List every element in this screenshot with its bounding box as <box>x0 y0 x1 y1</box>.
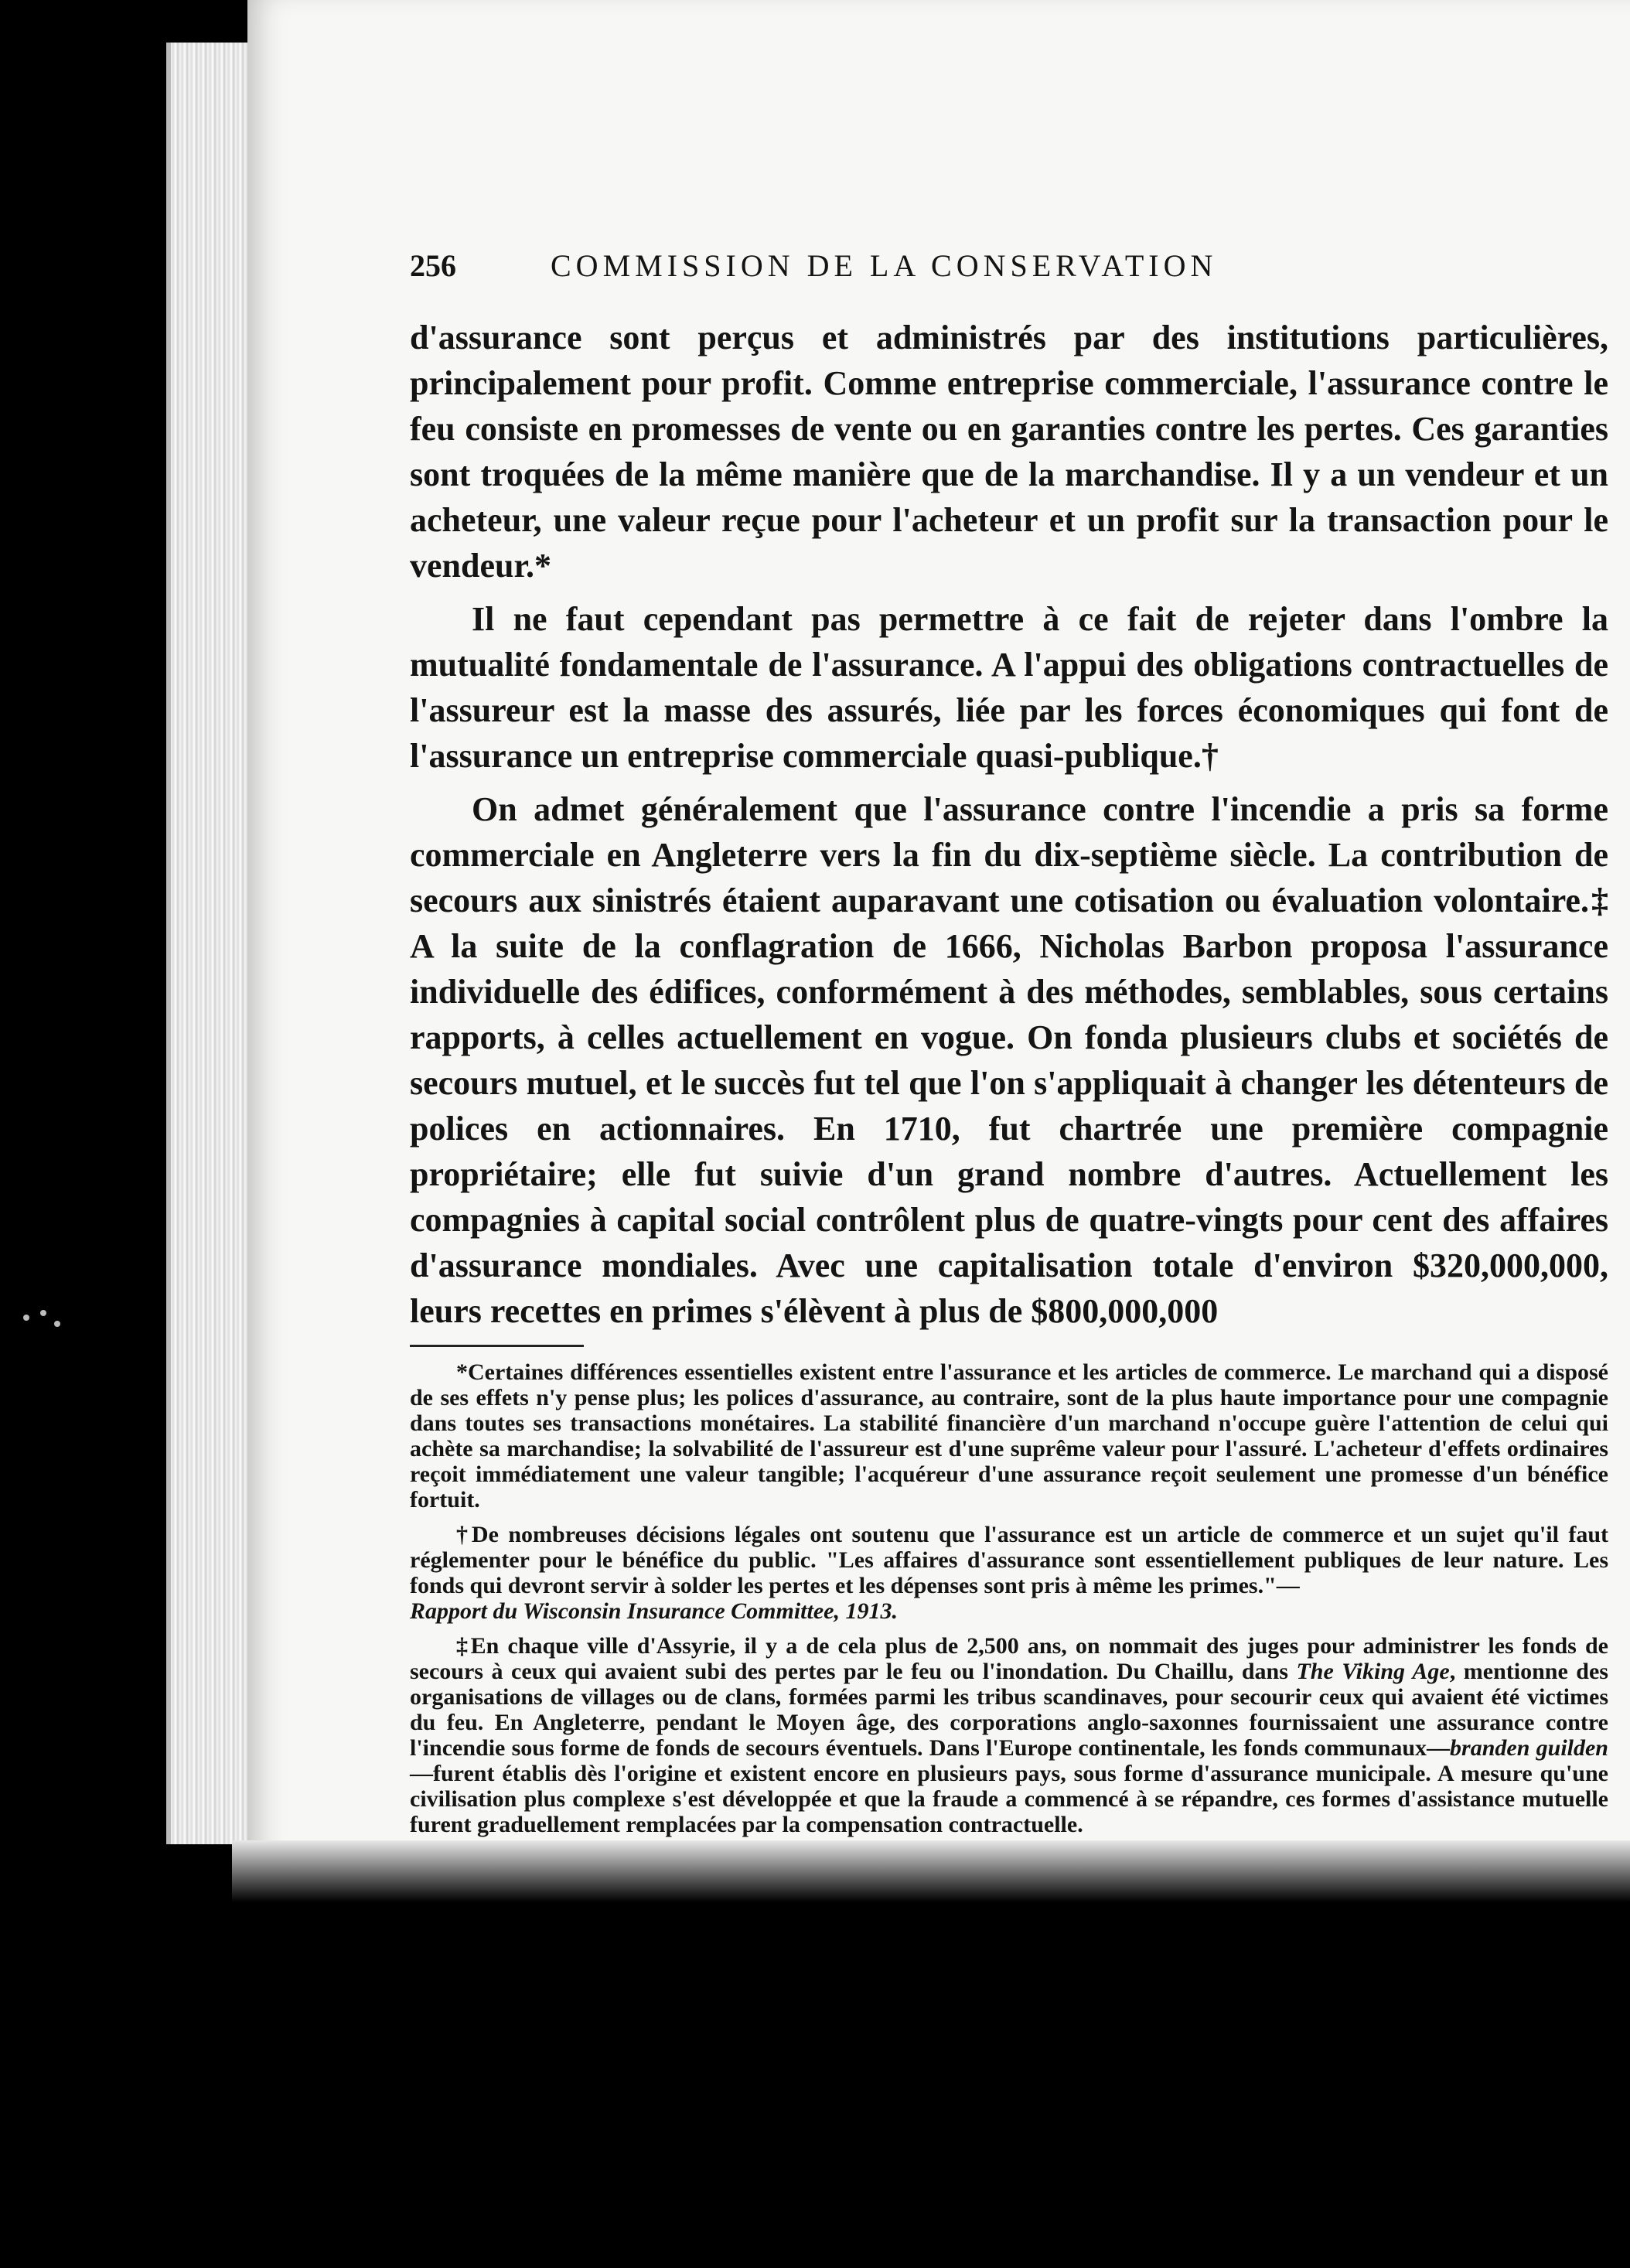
footnote-3-text-a: ‡En chaque ville d'Assyrie, il y a de cela plus de 2,500 ans, on nommait des juges pour administrer les fonds de secours à ceux qui avaient subi des pertes par le feu ou l'inondation. Du Chaillu, dans <box>410 1633 1608 1684</box>
footnote-2 <box>410 1522 1608 1624</box>
footnote-rule <box>410 1345 584 1347</box>
footnotes <box>410 1359 1608 1837</box>
paragraph-3: On admet généralement que l'assurance contre l'incendie a pris sa forme commerciale en Angleterre vers la fin du dix-septième siècle. La contribution de secours aux sinistrés étaient auparavant une cotisation ou évaluation volontaire.‡ A la suite de la conflagration de 1666, Nicholas Barbon proposa l'assurance individuelle des édifices, conformément à des méthodes, semblables, sous certains rapports, à celles actuellement en vogue. On fonda plusieurs clubs et sociétés de secours mutuel, et le succès fut tel que l'on s'appliquait à changer les détenteurs de polices en actionnaires. En 1710, fut chartrée une première compagnie propriétaire; elle fut suivie d'un grand nombre d'autres. Actuellement les compagnies à capital social contrôlent plus de quatre-vingts pour cent des affaires d'assurance mondiales. Avec une capitalisation totale d'environ $320,000,000, leurs recettes en primes s'élèvent à plus de $800,000,000 <box>410 790 1608 1330</box>
footnote-3-term: branden guilden <box>1450 1735 1608 1761</box>
footnote-3-text-b: , mentionne des organisations de villages ou de clans, formées parmi les tribus scandinaves, pour secourir ceux qui avaient été victimes du feu. En Angleterre, pendant le Moyen âge, des corporations anglo-saxonnes fournissaient une assurance contre l'incendie sous forme de fonds de secours éventuels. Dans l'Europe continentale, les fonds communaux— <box>410 1659 1608 1761</box>
footnote-3 <box>410 1633 1608 1837</box>
footnote-3-text-c: —furent établis dès l'origine et existent encore en plusieurs pays, sous forme d'assurance municipale. A mesure qu'une civilisation plus complexe s'est développée et que la fraude a commencé à se répandre, ces formes d'assistance mutuelle furent graduellement remplacées par la compensation contractuelle. <box>410 1761 1608 1837</box>
running-head <box>410 247 1608 284</box>
footnote-2-text: †De nombreuses décisions légales ont soutenu que l'assurance est un article de commerce et un sujet qu'il faut réglementer pour le bénéfice du public. "Les affaires d'assurance sont essentiellement publiques de leur nature. Les fonds qui devront servir à solder les pertes et les dépenses sont pris à même les primes."— <box>410 1522 1608 1598</box>
scan-specks <box>23 1307 70 1338</box>
running-title: COMMISSION DE LA CONSERVATION <box>551 248 1218 283</box>
page-bottom-shadow <box>232 1840 1630 1902</box>
footnote-3-book-title: The Viking Age <box>1296 1659 1450 1684</box>
paragraph-1: d'assurance sont perçus et administrés par des institutions particulières, principalement pour profit. Comme entreprise commerciale, l'assurance contre le feu consiste en promesses de vente ou en garanties contre les pertes. Ces garanties sont troquées de la même manière que de la marchandise. Il y a un vendeur et un acheteur, une valeur reçue pour l'acheteur et un profit sur la transaction pour le vendeur.* <box>410 319 1608 585</box>
page-number: 256 <box>410 248 456 283</box>
footnote-2-source: Rapport du Wisconsin Insurance Committee, 1913. <box>410 1598 898 1624</box>
paragraph-2: Il ne faut cependant pas permettre à ce fait de rejeter dans l'ombre la mutualité fondamentale de l'assurance. A l'appui des obligations contractuelles de l'assureur est la masse des assurés, liée par les forces économiques qui font de l'assurance un entreprise commerciale quasi-publique.† <box>410 600 1608 775</box>
footnote-1: *Certaines différences essentielles existent entre l'assurance et les articles de commerce. Le marchand qui a disposé de ses effets n'y pense plus; les polices d'assurance, au contraire, sont de la plus haute importance pour une compagnie dans toutes ses transactions monétaires. La stabilité financière d'un marchand n'occupe guère l'attention de celui qui achète sa marchandise; la solvabilité de l'assureur est d'une suprême valeur pour l'assuré. L'acheteur d'effets ordinaires reçoit immédiatement une valeur tangible; l'acquéreur d'une assurance reçoit seulement une promesse d'un bénéfice fortuit. <box>410 1359 1608 1513</box>
body-text <box>410 315 1608 1334</box>
page-content <box>410 247 1608 1847</box>
